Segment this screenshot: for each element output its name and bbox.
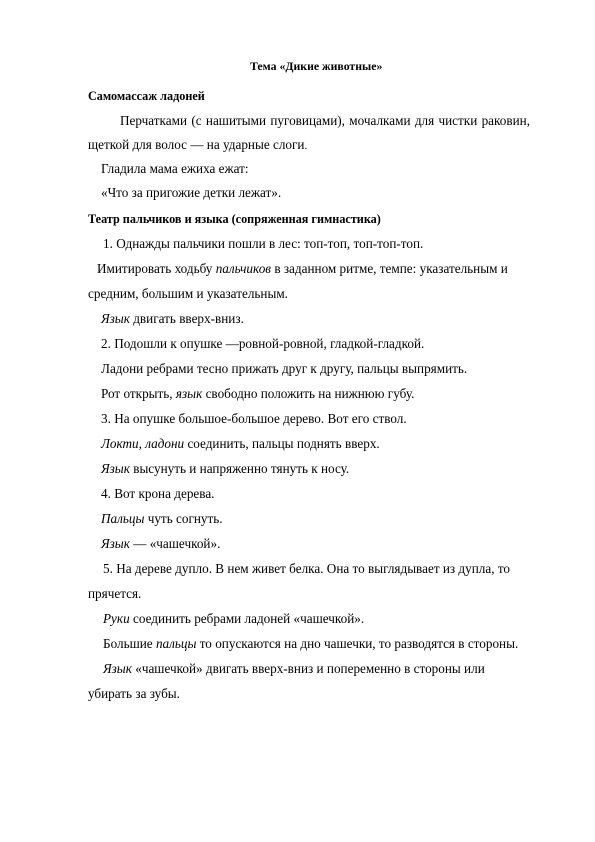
paragraph-line: щеткой для волос — на ударные слоги.: [88, 137, 308, 152]
paragraph-line: Имитировать ходьбу пальчиков в заданном ритме, темпе: указательным и: [97, 261, 508, 276]
paragraph-line: Большие пальцы то опускаются на дно чашечки, то разводятся в стороны.: [103, 636, 519, 651]
paragraph-line: Перчатками (с нашитыми пуговицами), мочалками для чистки раковин,: [120, 113, 530, 128]
paragraph-line: Ладони ребрами тесно прижать друг к другу, пальцы выпрямить.: [101, 361, 468, 376]
paragraph-line: Пальцы чуть согнуть.: [101, 511, 223, 526]
paragraph-line: Язык двигать вверх-вниз.: [101, 311, 244, 326]
paragraph-line: Локти, ладони соединить, пальцы поднять вверх.: [101, 436, 380, 451]
paragraph-line: 5. На дереве дупло. В нем живет белка. Она то выглядывает из дупла, то: [103, 561, 511, 576]
paragraph-line: убирать за зубы.: [88, 686, 180, 701]
document-title: Тема «Дикие животные»: [250, 59, 383, 73]
section-heading-finger-theatre: Театр пальчиков и языка (сопряженная гимнастика): [88, 212, 381, 226]
paragraph-line: средним, большим и указательным.: [88, 286, 288, 301]
verse-line: Гладила мама ежиха ежат:: [101, 161, 249, 176]
paragraph-line: прячется.: [88, 586, 142, 601]
verse-line: «Что за пригожие детки лежат».: [101, 185, 282, 200]
paragraph-line: Язык — «чашечкой».: [101, 536, 221, 551]
paragraph-line: Язык «чашечкой» двигать вверх-вниз и попеременно в стороны или: [103, 661, 485, 676]
paragraph-line: 3. На опушке большое-большое дерево. Вот его ствол.: [101, 411, 407, 426]
paragraph-line: Руки соединить ребрами ладоней «чашечкой».: [103, 611, 365, 626]
paragraph-line: Язык высунуть и напряженно тянуть к носу.: [101, 461, 350, 476]
paragraph-line: 1. Однажды пальчики пошли в лес: топ-топ, топ-топ-топ.: [103, 236, 424, 251]
paragraph-line: Рот открыть, язык свободно положить на нижнюю губу.: [101, 386, 415, 401]
paragraph-line: 4. Вот крона дерева.: [101, 486, 215, 501]
section-heading-self-massage: Самомассаж ладоней: [88, 89, 205, 103]
paragraph-line: 2. Подошли к опушке —ровной-ровной, гладкой-гладкой.: [101, 336, 425, 351]
